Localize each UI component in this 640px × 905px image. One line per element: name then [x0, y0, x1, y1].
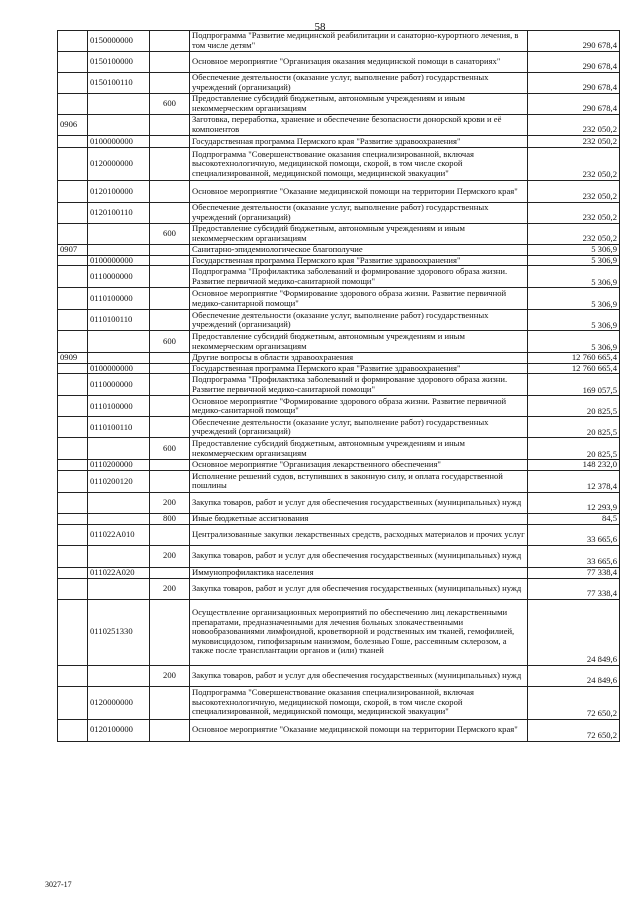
table-row [58, 470, 620, 492]
item-amount: 12 378,4 [528, 470, 620, 492]
item-name: Заготовка, переработка, хранение и обеспечение безопасности донорской крови и её компонентов [190, 115, 528, 136]
expense-group-code: 200 [150, 578, 190, 599]
target-code [88, 545, 150, 567]
table-row [58, 492, 620, 513]
target-code: 0110251330 [88, 599, 150, 665]
expense-group-code: 600 [150, 224, 190, 245]
target-code: 011022A010 [88, 524, 150, 545]
section-code: 0909 [58, 353, 88, 364]
item-name: Государственная программа Пермского края "Развитие здравоохранения" [190, 255, 528, 266]
section-code [58, 224, 88, 245]
item-amount: 232 050,2 [528, 148, 620, 181]
expense-group-code [150, 245, 190, 256]
item-name: Исполнение решений судов, вступивших в законную силу, и оплата государственной пошлины [190, 470, 528, 492]
section-code [58, 470, 88, 492]
item-amount: 169 057,5 [528, 374, 620, 396]
item-amount: 72 650,2 [528, 719, 620, 741]
target-code: 0110100000 [88, 396, 150, 417]
target-code [88, 224, 150, 245]
item-name: Основное мероприятие "Формирование здорового образа жизни. Развитие первичной медико-санитарной помощи" [190, 396, 528, 417]
target-code [88, 492, 150, 513]
expense-group-code [150, 524, 190, 545]
expense-group-code: 200 [150, 545, 190, 567]
target-code [88, 331, 150, 353]
item-amount: 84,5 [528, 513, 620, 524]
expense-group-code [150, 374, 190, 396]
item-amount: 20 825,5 [528, 417, 620, 438]
expense-group-code [150, 203, 190, 224]
page-number: 58 [314, 21, 326, 33]
section-code [58, 567, 88, 578]
expense-group-code [150, 470, 190, 492]
expense-group-code [150, 148, 190, 181]
item-name: Иные бюджетные ассигнования [190, 513, 528, 524]
table-row [58, 719, 620, 741]
section-code [58, 417, 88, 438]
item-name: Предоставление субсидий бюджетным, автономным учреждениям и иным некоммерческим организациям [190, 331, 528, 353]
section-code [58, 203, 88, 224]
section-code [58, 363, 88, 374]
item-amount: 24 849,6 [528, 665, 620, 686]
table-row [58, 524, 620, 545]
section-code [58, 599, 88, 665]
section-code [58, 148, 88, 181]
item-name: Подпрограмма "Профилактика заболеваний и формирование здорового образа жизни. Развитие первичной медико-санитарной помощи" [190, 266, 528, 288]
target-code: 0110100110 [88, 417, 150, 438]
table-row [58, 363, 620, 374]
item-name: Подпрограмма "Развитие медицинской реабилитации и санаторно-курортного лечения, в том числе детям" [190, 31, 528, 52]
item-amount: 290 678,4 [528, 73, 620, 94]
item-name: Закупка товаров, работ и услуг для обеспечения государственных (муниципальных) нужд [190, 578, 528, 599]
item-name: Подпрограмма "Совершенствование оказания специализированной, включая высокотехнологичную, медицинской помощи, скорой, в том числе скорой специализированной, медицинской помощи, медицинской эвакуации" [190, 148, 528, 181]
expense-group-code [150, 31, 190, 52]
item-amount: 33 665,6 [528, 545, 620, 567]
item-amount: 33 665,6 [528, 524, 620, 545]
item-amount: 72 650,2 [528, 686, 620, 719]
expense-group-code: 600 [150, 94, 190, 115]
target-code: 0110100110 [88, 310, 150, 331]
expense-group-code: 600 [150, 438, 190, 460]
table-row [58, 245, 620, 256]
section-code [58, 438, 88, 460]
target-code: 0110000000 [88, 266, 150, 288]
target-code [88, 513, 150, 524]
item-name: Государственная программа Пермского края "Развитие здравоохранения" [190, 136, 528, 148]
section-code [58, 255, 88, 266]
section-code [58, 524, 88, 545]
item-amount: 77 338,4 [528, 567, 620, 578]
table-row [58, 310, 620, 331]
target-code: 0100000000 [88, 363, 150, 374]
table-row [58, 599, 620, 665]
target-code [88, 665, 150, 686]
section-code [58, 288, 88, 310]
table-row [58, 545, 620, 567]
table-row [58, 31, 620, 52]
section-code [58, 136, 88, 148]
expense-group-code [150, 181, 190, 203]
table-row [58, 331, 620, 353]
table-row [58, 417, 620, 438]
item-name: Обеспечение деятельности (оказание услуг, выполнение работ) государственных учреждений (организаций) [190, 417, 528, 438]
expense-group-code [150, 310, 190, 331]
expense-group-code [150, 599, 190, 665]
item-amount: 232 050,2 [528, 115, 620, 136]
expense-group-code: 800 [150, 513, 190, 524]
table-row [58, 255, 620, 266]
target-code: 0120100000 [88, 181, 150, 203]
item-name: Предоставление субсидий бюджетным, автономным учреждениям и иным некоммерческим организациям [190, 94, 528, 115]
target-code: 0120000000 [88, 686, 150, 719]
expense-group-code [150, 363, 190, 374]
target-code [88, 438, 150, 460]
target-code: 0100000000 [88, 255, 150, 266]
item-name: Подпрограмма "Совершенствование оказания специализированной, включая высокотехнологичную, медицинской помощи, скорой, в том числе скорой специализированной, медицинской помощи, медицинской эвакуации" [190, 686, 528, 719]
expense-group-code [150, 115, 190, 136]
item-amount: 12 760 665,4 [528, 353, 620, 364]
expense-group-code [150, 396, 190, 417]
expense-group-code [150, 719, 190, 741]
expense-group-code: 600 [150, 331, 190, 353]
section-code [58, 73, 88, 94]
item-name: Закупка товаров, работ и услуг для обеспечения государственных (муниципальных) нужд [190, 665, 528, 686]
section-code [58, 331, 88, 353]
expense-group-code: 200 [150, 665, 190, 686]
section-code [58, 181, 88, 203]
item-name: Основное мероприятие "Формирование здорового образа жизни. Развитие первичной медико-санитарной помощи" [190, 288, 528, 310]
target-code: 0150100110 [88, 73, 150, 94]
item-name: Централизованные закупки лекарственных средств, расходных материалов и прочих услуг [190, 524, 528, 545]
section-code [58, 266, 88, 288]
target-code: 0110100000 [88, 288, 150, 310]
item-name: Подпрограмма "Профилактика заболеваний и формирование здорового образа жизни. Развитие первичной медико-санитарной помощи" [190, 374, 528, 396]
budget-table-body [58, 31, 620, 742]
section-code [58, 513, 88, 524]
table-row [58, 396, 620, 417]
item-amount: 20 825,5 [528, 396, 620, 417]
table-row [58, 266, 620, 288]
target-code: 0120100000 [88, 719, 150, 741]
target-code: 0150000000 [88, 31, 150, 52]
target-code: 0110200120 [88, 470, 150, 492]
item-name: Предоставление субсидий бюджетным, автономным учреждениям и иным некоммерческим организациям [190, 438, 528, 460]
item-name: Основное мероприятие "Организация оказания медицинской помощи в санаториях" [190, 52, 528, 73]
item-amount: 232 050,2 [528, 136, 620, 148]
table-row [58, 203, 620, 224]
item-amount: 12 293,9 [528, 492, 620, 513]
table-row [58, 73, 620, 94]
item-amount: 290 678,4 [528, 31, 620, 52]
table-row [58, 136, 620, 148]
section-code [58, 310, 88, 331]
section-code [58, 686, 88, 719]
target-code [88, 115, 150, 136]
item-name: Закупка товаров, работ и услуг для обеспечения государственных (муниципальных) нужд [190, 492, 528, 513]
item-name: Другие вопросы в области здравоохранения [190, 353, 528, 364]
section-code [58, 31, 88, 52]
item-amount: 232 050,2 [528, 203, 620, 224]
expense-group-code: 200 [150, 492, 190, 513]
target-code: 0120000000 [88, 148, 150, 181]
target-code: 0120100110 [88, 203, 150, 224]
item-amount: 5 306,9 [528, 288, 620, 310]
section-code [58, 94, 88, 115]
item-name: Закупка товаров, работ и услуг для обеспечения государственных (муниципальных) нужд [190, 545, 528, 567]
item-amount: 77 338,4 [528, 578, 620, 599]
expense-group-code [150, 136, 190, 148]
item-name: Основное мероприятие "Оказание медицинской помощи на территории Пермского края" [190, 181, 528, 203]
expense-group-code [150, 417, 190, 438]
table-row [58, 94, 620, 115]
section-code [58, 52, 88, 73]
expense-group-code [150, 52, 190, 73]
table-row [58, 567, 620, 578]
target-code: 0110000000 [88, 374, 150, 396]
item-name: Обеспечение деятельности (оказание услуг, выполнение работ) государственных учреждений (организаций) [190, 203, 528, 224]
item-name: Государственная программа Пермского края "Развитие здравоохранения" [190, 363, 528, 374]
target-code [88, 353, 150, 364]
section-code [58, 545, 88, 567]
item-name: Предоставление субсидий бюджетным, автономным учреждениям и иным некоммерческим организациям [190, 224, 528, 245]
target-code [88, 245, 150, 256]
target-code: 011022A020 [88, 567, 150, 578]
item-amount: 148 232,0 [528, 460, 620, 471]
table-row [58, 52, 620, 73]
target-code: 0110200000 [88, 460, 150, 471]
section-code [58, 578, 88, 599]
section-code [58, 665, 88, 686]
expense-group-code [150, 567, 190, 578]
target-code: 0150100000 [88, 52, 150, 73]
section-code [58, 374, 88, 396]
section-code: 0906 [58, 115, 88, 136]
item-amount: 232 050,2 [528, 181, 620, 203]
item-amount: 5 306,9 [528, 245, 620, 256]
document-code: 3027-17 [45, 880, 72, 889]
section-code: 0907 [58, 245, 88, 256]
item-amount: 12 760 665,4 [528, 363, 620, 374]
table-row [58, 686, 620, 719]
table-row [58, 513, 620, 524]
section-code [58, 460, 88, 471]
item-amount: 232 050,2 [528, 224, 620, 245]
item-name: Санитарно-эпидемиологическое благополучие [190, 245, 528, 256]
target-code: 0100000000 [88, 136, 150, 148]
expense-group-code [150, 288, 190, 310]
table-row [58, 148, 620, 181]
table-row [58, 438, 620, 460]
item-name: Обеспечение деятельности (оказание услуг, выполнение работ) государственных учреждений (организаций) [190, 310, 528, 331]
table-row [58, 181, 620, 203]
table-row [58, 288, 620, 310]
item-name: Обеспечение деятельности (оказание услуг, выполнение работ) государственных учреждений (организаций) [190, 73, 528, 94]
section-code [58, 396, 88, 417]
item-amount: 5 306,9 [528, 310, 620, 331]
table-row [58, 374, 620, 396]
target-code [88, 578, 150, 599]
expense-group-code [150, 353, 190, 364]
item-name: Осуществление организационных мероприятий по обеспечению лиц лекарственными препаратами, предназначенными для лечения больных злокачественными новообразованиями лимфоидной, кроветворной и родственных им тканей, гемофилией, муковисцидозом, гипофизарным нанизмом, болезнью Гоше, рассеянным склерозом, а также после трансплантации органов и (или) тканей [190, 599, 528, 665]
budget-table [57, 30, 620, 742]
item-amount: 5 306,9 [528, 255, 620, 266]
target-code [88, 94, 150, 115]
item-name: Иммунопрофилактика населения [190, 567, 528, 578]
table-row [58, 578, 620, 599]
table-row [58, 460, 620, 471]
item-amount: 24 849,6 [528, 599, 620, 665]
section-code [58, 719, 88, 741]
item-amount: 290 678,4 [528, 94, 620, 115]
item-amount: 5 306,9 [528, 331, 620, 353]
item-name: Основное мероприятие "Оказание медицинской помощи на территории Пермского края" [190, 719, 528, 741]
table-row [58, 353, 620, 364]
table-row [58, 224, 620, 245]
expense-group-code [150, 73, 190, 94]
table-row [58, 115, 620, 136]
expense-group-code [150, 255, 190, 266]
item-amount: 5 306,9 [528, 266, 620, 288]
item-amount: 290 678,4 [528, 52, 620, 73]
expense-group-code [150, 266, 190, 288]
item-amount: 20 825,5 [528, 438, 620, 460]
table-row [58, 665, 620, 686]
section-code [58, 492, 88, 513]
item-name: Основное мероприятие "Организация лекарственного обеспечения" [190, 460, 528, 471]
expense-group-code [150, 460, 190, 471]
expense-group-code [150, 686, 190, 719]
